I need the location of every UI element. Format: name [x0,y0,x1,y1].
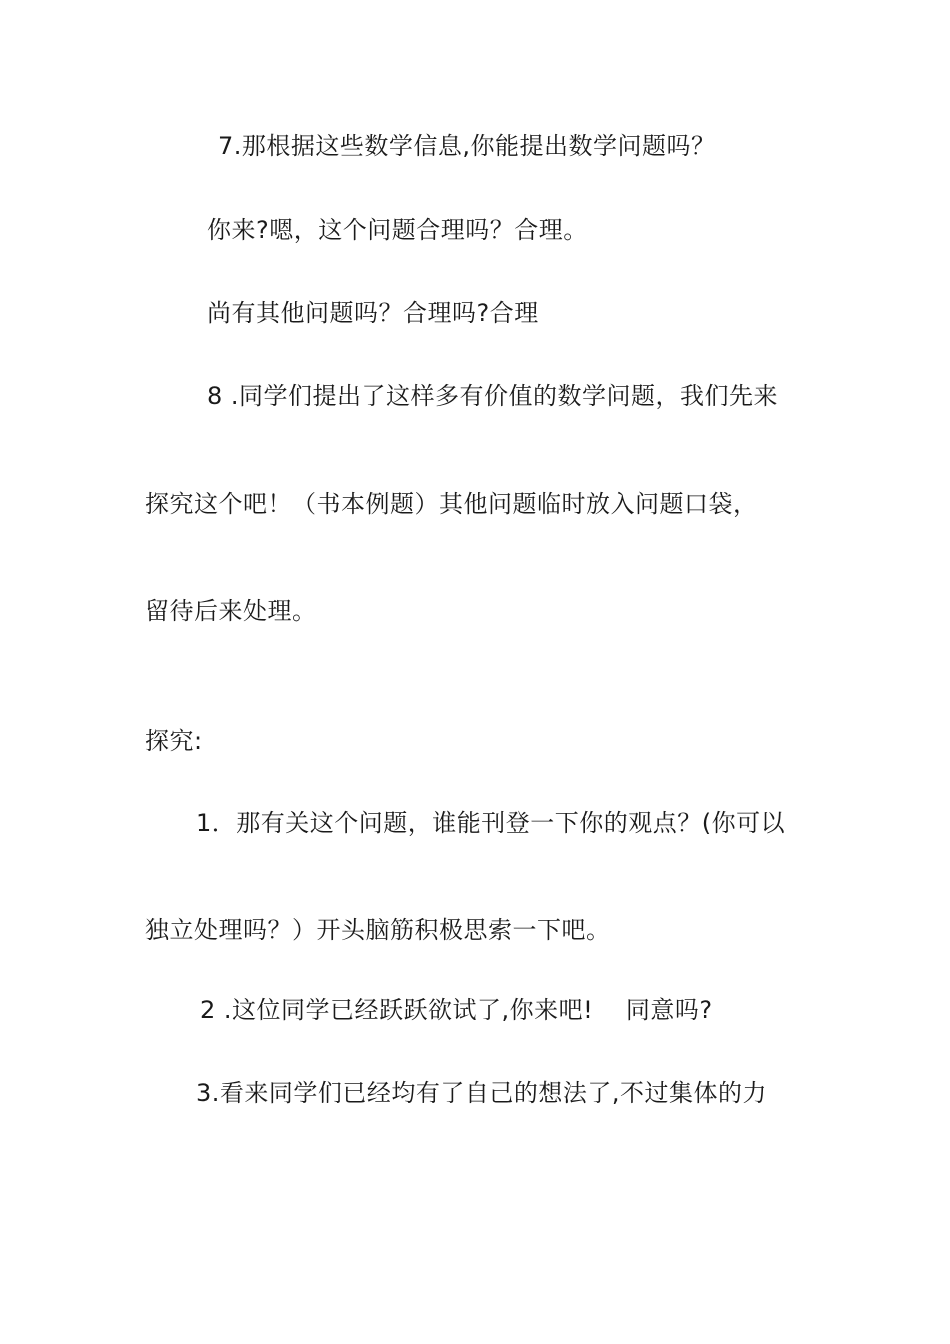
paragraph-line: 8 .同学们提出了这样多有价值的数学问题，我们先来 [207,382,779,410]
paragraph-line: 你来?嗯，这个问题合理吗？合理。 [207,216,588,244]
paragraph-line: 留待后来处理。 [145,597,317,625]
paragraph-line: 1．那有关这个问题，谁能刊登一下你的观点？(你可以 [196,809,786,837]
paragraph-line: 2 .这位同学已经跃跃欲试了,你来吧! 同意吗? [200,996,713,1024]
paragraph-line: 尚有其他问题吗？合理吗?合理 [207,299,539,327]
paragraph-line: 探究这个吧！（书本例题）其他问题临时放入问题口袋， [145,490,758,518]
paragraph-line: 3.看来同学们已经均有了自己的想法了,不过集体的力 [196,1079,768,1107]
paragraph-line: 独立处理吗？）开头脑筋积极思索一下吧。 [145,916,611,944]
paragraph-line: 7.那根据这些数学信息,你能提出数学问题吗？ [218,132,716,160]
section-heading: 探究: [145,727,203,755]
